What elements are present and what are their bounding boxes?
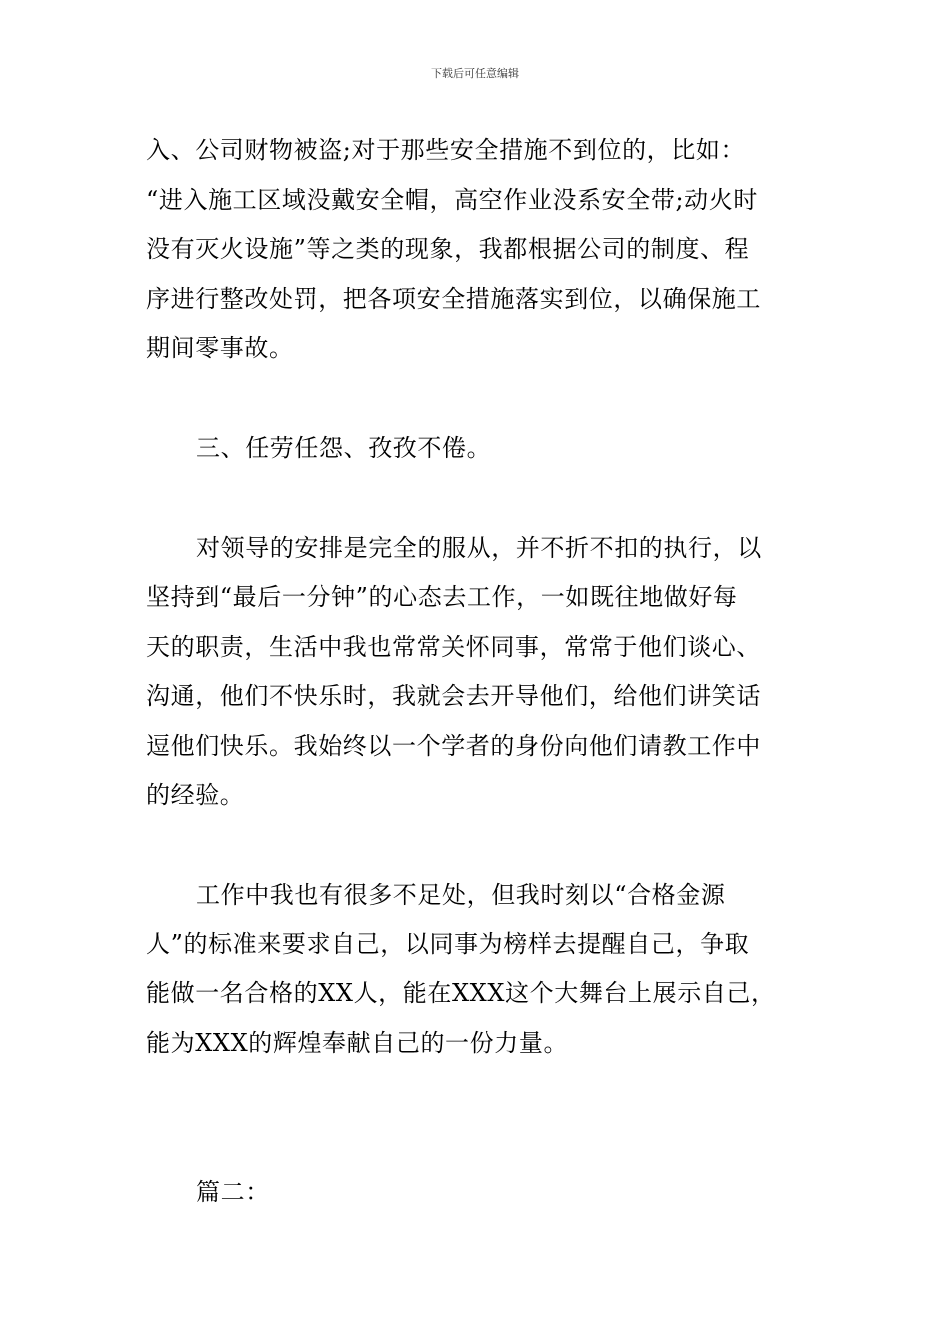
paragraph-line: 天的职责，生活中我也常常关怀同事，常常于他们谈心、 — [146, 633, 761, 661]
paragraph-line: 逗他们快乐。我始终以一个学者的身份向他们请教工作中 — [146, 732, 761, 760]
paragraph-line: 人”的标准来要求自己，以同事为榜样去提醒自己，争取 — [146, 930, 750, 958]
paragraph-line: 入、公司财物被盗;对于那些安全措施不到位的，比如： — [146, 136, 746, 164]
paragraph-line: 坚持到“最后一分钟”的心态去工作，一如既往地做好每 — [146, 583, 738, 611]
section-title: 篇二： — [196, 1178, 270, 1206]
paragraph-line: 能为XXX的辉煌奉献自己的一份力量。 — [146, 1029, 569, 1057]
paragraph-line: 期间零事故。 — [146, 334, 294, 362]
section-heading: 三、任劳任怨、孜孜不倦。 — [196, 434, 492, 462]
paragraph-line: 能做一名合格的XX人，能在XXX这个大舞台上展示自己， — [146, 979, 776, 1007]
paragraph-line: 的经验。 — [146, 781, 245, 809]
paragraph-line: 序进行整改处罚，把各项安全措施落实到位，以确保施工 — [146, 285, 761, 313]
page-header: 下载后可任意编辑 — [431, 67, 519, 80]
paragraph-line: 对领导的安排是完全的服从，并不折不扣的执行，以 — [196, 534, 762, 562]
paragraph-line: 没有灭火设施”等之类的现象，我都根据公司的制度、程 — [146, 235, 750, 263]
paragraph-line: 沟通，他们不快乐时，我就会去开导他们，给他们讲笑话 — [146, 682, 761, 710]
paragraph-line: 工作中我也有很多不足处，但我时刻以“合格金源 — [196, 881, 726, 909]
paragraph-line: “进入施工区域没戴安全帽，高空作业没系安全带;动火时 — [146, 186, 758, 214]
